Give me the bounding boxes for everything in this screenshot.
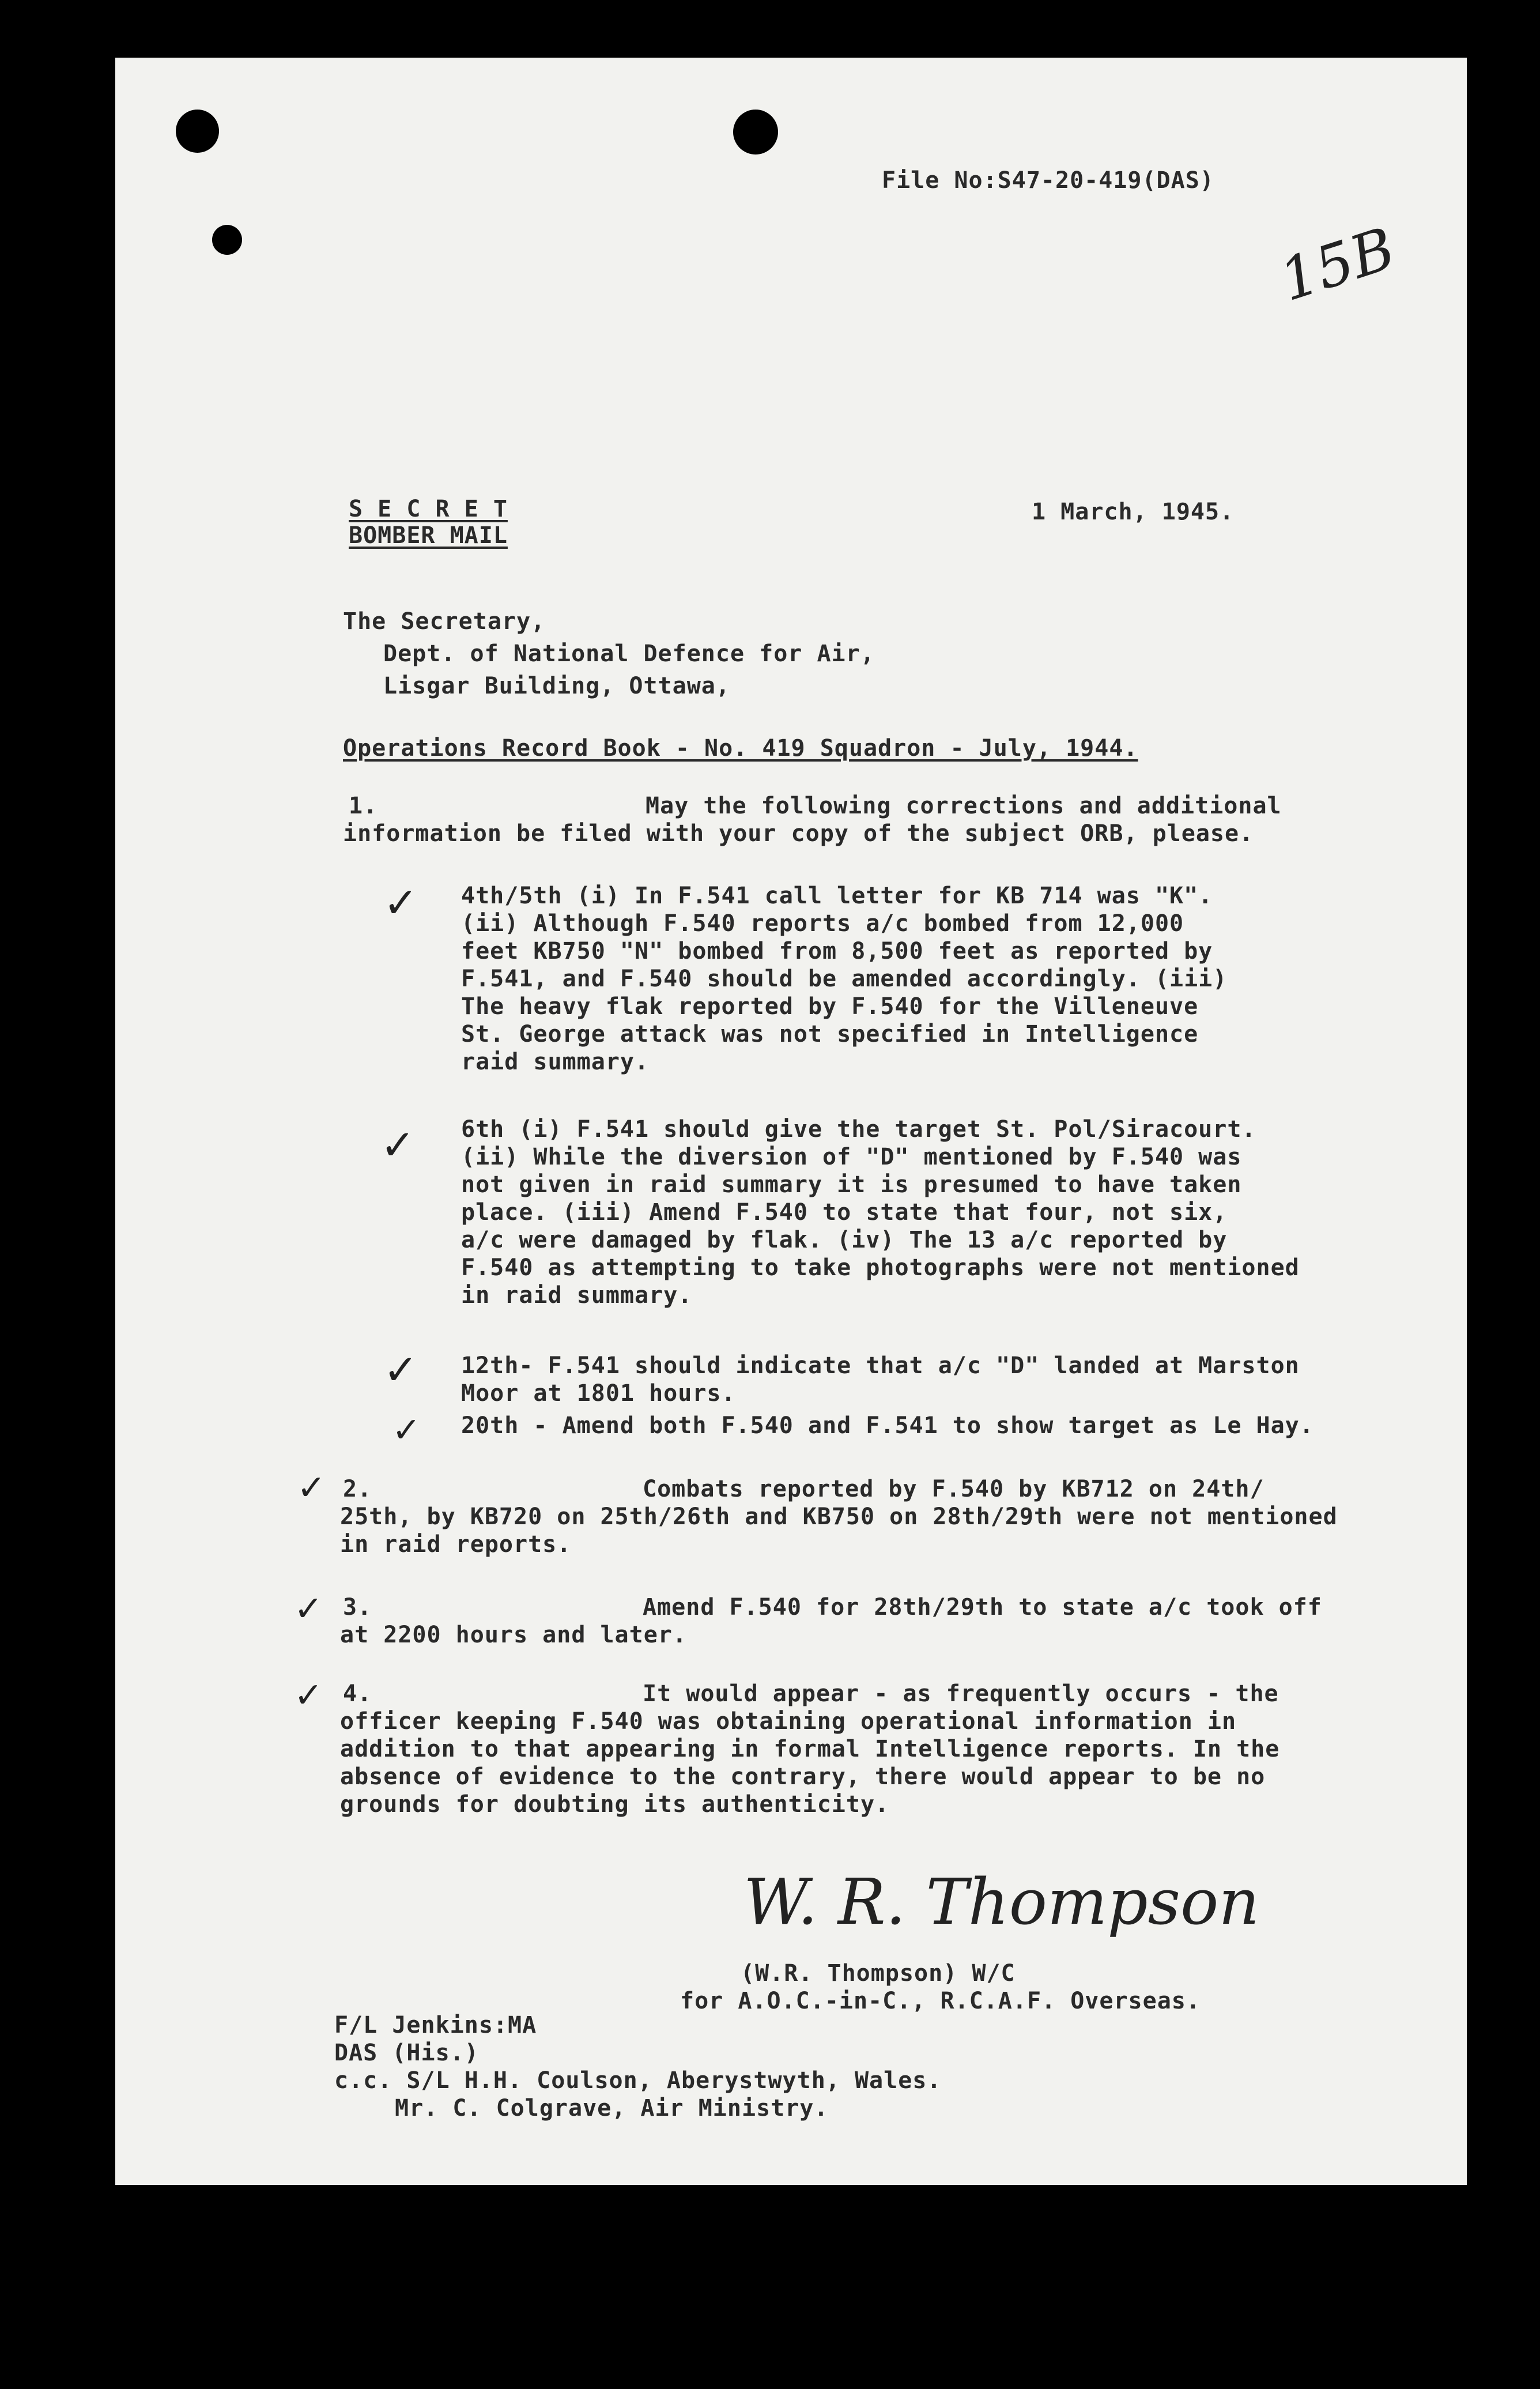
item-line: (ii) While the diversion of "D" mentioned by F.540 was [461, 1144, 1242, 1170]
check-mark-icon: ✓ [383, 879, 418, 927]
footer-initials: F/L Jenkins:MA [334, 2012, 537, 2038]
para4-line: officer keeping F.540 was obtaining operational information in [340, 1708, 1237, 1735]
addressee-line: Lisgar Building, Ottawa, [383, 673, 730, 699]
handwritten-reference: 15B [1271, 214, 1403, 315]
check-mark-icon: ✓ [380, 1121, 416, 1169]
item-line: F.541, and F.540 should be amended accordingly. (iii) [461, 966, 1228, 992]
signature-title: for A.O.C.-in-C., R.C.A.F. Overseas. [680, 1988, 1201, 2014]
para1-item-b [461, 1116, 1300, 1309]
addressee-block [343, 605, 875, 702]
check-mark-icon: ✓ [297, 1468, 326, 1508]
punch-hole-left [176, 110, 219, 153]
file-number: File No:S47-20-419(DAS) [882, 167, 1214, 194]
para1-line: May the following corrections and additional [646, 793, 1282, 819]
signature-name: (W.R. Thompson) W/C [741, 1960, 1016, 1987]
check-mark-icon: ✓ [294, 1589, 323, 1629]
check-mark-icon: ✓ [392, 1410, 421, 1450]
para2-line: Combats reported by F.540 by KB712 on 24th/ [643, 1476, 1265, 1502]
item-line: F.540 as attempting to take photographs were not mentioned [461, 1254, 1300, 1281]
check-mark-icon: ✓ [383, 1346, 418, 1394]
item-line: 12th- F.541 should indicate that a/c "D" landed at Marston [461, 1352, 1300, 1379]
check-mark-icon: ✓ [294, 1675, 323, 1716]
para1-item-c [461, 1352, 1300, 1407]
addressee-line: The Secretary, [343, 608, 546, 635]
footer-office: DAS (His.) [334, 2040, 479, 2066]
item-line: a/c were damaged by flak. (iv) The 13 a/c reported by [461, 1227, 1228, 1253]
item-line: 4th/5th (i) In F.541 call letter for KB 714 was "K". [461, 883, 1213, 909]
item-line: not given in raid summary it is presumed to have taken [461, 1171, 1242, 1198]
para1-item-a [461, 882, 1227, 1076]
addressee-line: Dept. of National Defence for Air, [383, 640, 875, 667]
signature: W. R. Thompson [743, 1865, 1260, 1939]
para2-line: 25th, by KB720 on 25th/26th and KB750 on 28th/29th were not mentioned [340, 1504, 1338, 1530]
para3-line: Amend F.540 for 28th/29th to state a/c took off [643, 1594, 1322, 1621]
para4-number: 4. [343, 1680, 372, 1707]
item-line: place. (iii) Amend F.540 to state that four, not six, [461, 1199, 1228, 1226]
para1-number: 1. [349, 793, 378, 819]
para2-number: 2. [343, 1476, 372, 1502]
para4-line: absence of evidence to the contrary, there would appear to be no [340, 1764, 1266, 1790]
para4-line: grounds for doubting its authenticity. [340, 1791, 890, 1818]
item-line: St. George attack was not specified in Intelligence [461, 1021, 1199, 1047]
item-line: feet KB750 "N" bombed from 8,500 feet as reported by [461, 938, 1213, 964]
subject-line: Operations Record Book - No. 419 Squadron - July, 1944. [343, 735, 1138, 762]
punch-hole-right [733, 110, 778, 155]
para3-number: 3. [343, 1594, 372, 1621]
para1-item-d: 20th - Amend both F.540 and F.541 to show target as Le Hay. [461, 1412, 1314, 1439]
classification-label [349, 496, 508, 549]
footer-cc: c.c. S/L H.H. Coulson, Aberystwyth, Wales. [334, 2067, 942, 2094]
letter-date: 1 March, 1945. [1032, 499, 1235, 525]
item-line: The heavy flak reported by F.540 for the Villeneuve [461, 993, 1199, 1020]
classification: S E C R E T [349, 496, 508, 522]
footer-cc: Mr. C. Colgrave, Air Ministry. [395, 2095, 829, 2122]
item-line: 6th (i) F.541 should give the target St. Pol/Siracourt. [461, 1116, 1256, 1143]
item-line: raid summary. [461, 1049, 650, 1075]
item-line: Moor at 1801 hours. [461, 1380, 736, 1407]
item-line: (ii) Although F.540 reports a/c bombed from 12,000 [461, 910, 1184, 937]
item-line: in raid summary. [461, 1282, 693, 1309]
para3-line: at 2200 hours and later. [340, 1622, 687, 1648]
para2-line: in raid reports. [340, 1531, 572, 1558]
para1-line: information be filed with your copy of the subject ORB, please. [343, 820, 1254, 847]
para4-line: addition to that appearing in formal Intelligence reports. In the [340, 1736, 1280, 1762]
mail-type: BOMBER MAIL [349, 522, 508, 549]
punch-hole-small [212, 225, 242, 255]
para4-line: It would appear - as frequently occurs - the [643, 1680, 1279, 1707]
